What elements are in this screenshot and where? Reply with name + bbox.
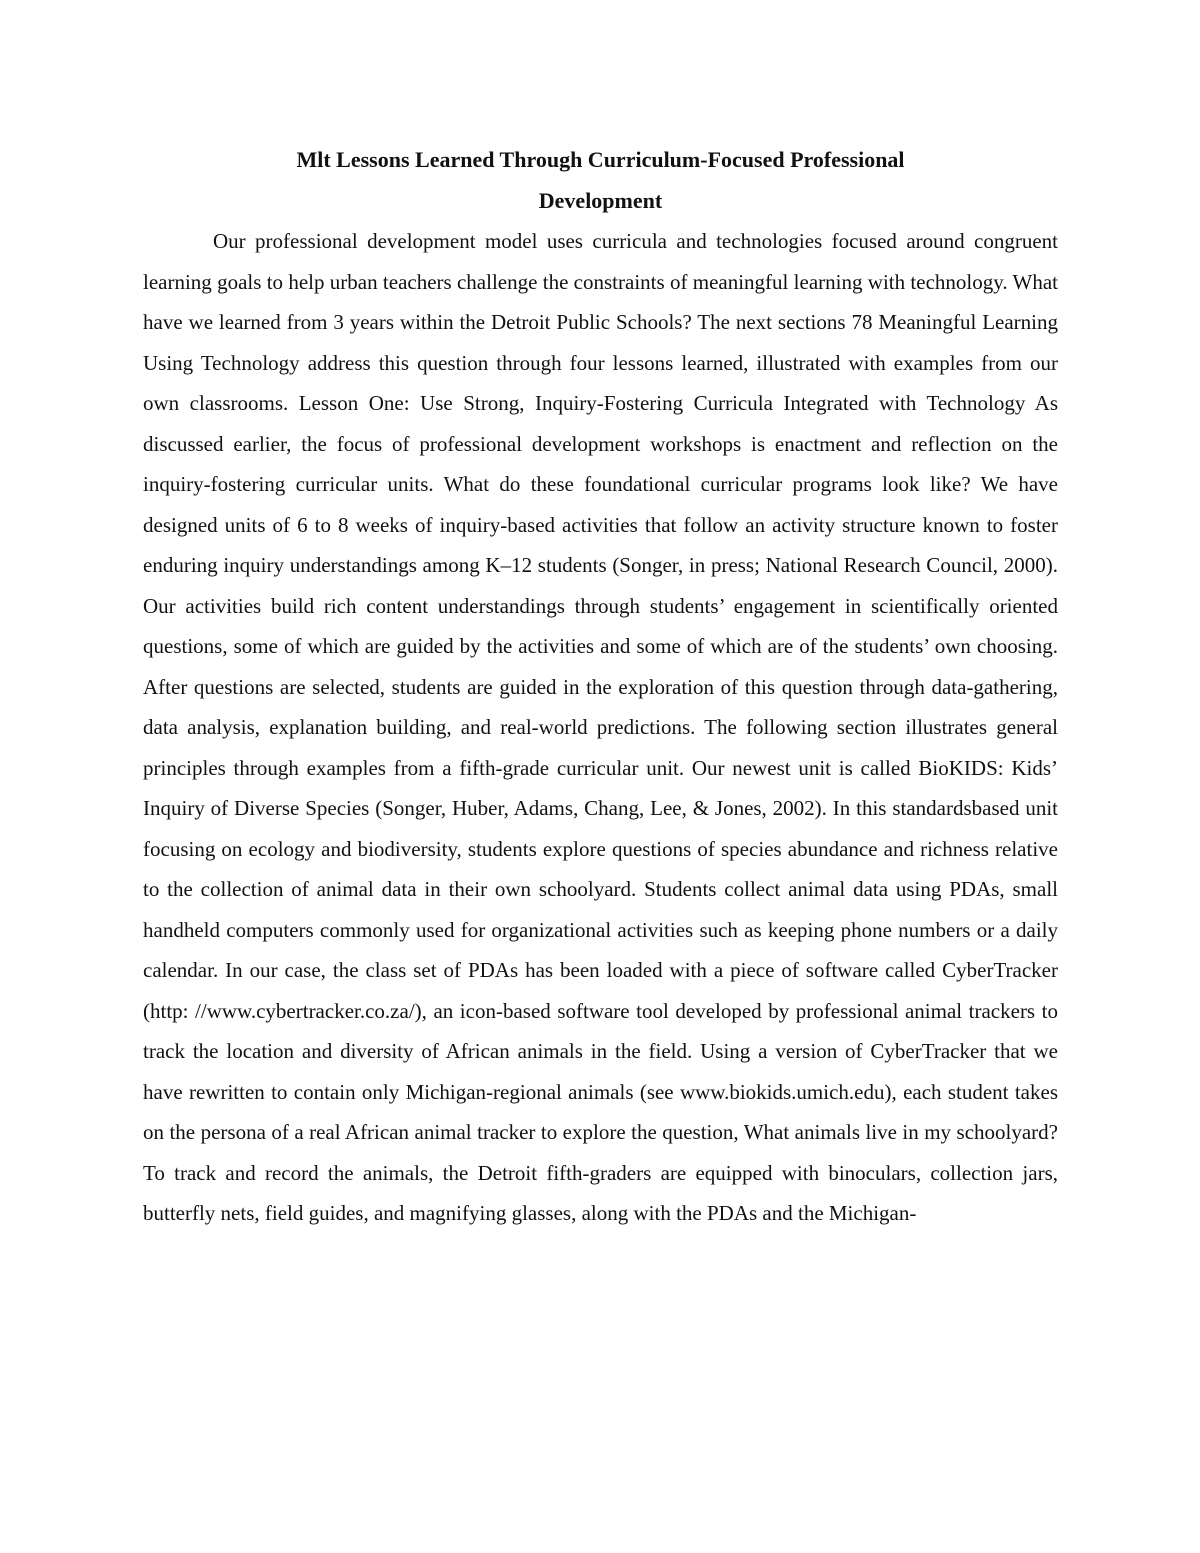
document-page	[143, 140, 1058, 1234]
body-paragraph: Our professional development model uses curricula and technologies focused around congruent learning goals to help urban teachers challenge the constraints of meaningful learning with technology. What have we learned from 3 years within the Detroit Public Schools? The next sections 78 Meaningful Learning Using Technology address this question through four lessons learned, illustrated with examples from our own classrooms. Lesson One: Use Strong, Inquiry-Fostering Curricula Integrated with Technology As discussed earlier, the focus of professional development workshops is enactment and reflection on the inquiry-fostering curricular units. What do these foundational curricular programs look like? We have designed units of 6 to 8 weeks of inquiry-based activities that follow an activity structure known to foster enduring inquiry understandings among K–12 students (Songer, in press; National Research Council, 2000). Our activities build rich content understandings through students’ engagement in scientifically oriented questions, some of which are guided by the activities and some of which are of the students’ own choosing. After questions are selected, students are guided in the exploration of this question through data-gathering, data analysis, explanation building, and real-world predictions. The following section illustrates general principles through examples from a fifth-grade curricular unit. Our newest unit is called BioKIDS: Kids’ Inquiry of Diverse Species (Songer, Huber, Adams, Chang, Lee, & Jones, 2002). In this standardsbased unit focusing on ecology and biodiversity, students explore questions of species abundance and richness relative to the collection of animal data in their own schoolyard. Students collect animal data using PDAs, small handheld computers commonly used for organizational activities such as keeping phone numbers or a daily calendar. In our case, the class set of PDAs has been loaded with a piece of software called CyberTracker (http: //www.cybertracker.co.za/), an icon-based software tool developed by professional animal trackers to track the location and diversity of African animals in the field. Using a version of CyberTracker that we have rewritten to contain only Michigan-regional animals (see www.biokids.umich.edu), each student takes on the persona of a real African animal tracker to explore the question, What animals live in my schoolyard? To track and record the animals, the Detroit fifth-graders are equipped with binoculars, collection jars, butterfly nets, field guides, and magnifying glasses, along with the PDAs and the Michigan-	[143, 229, 1058, 1225]
document-title	[143, 140, 1058, 221]
title-line-1: Mlt Lessons Learned Through Curriculum-Focused Professional	[296, 147, 905, 172]
title-line-2: Development	[538, 187, 663, 213]
